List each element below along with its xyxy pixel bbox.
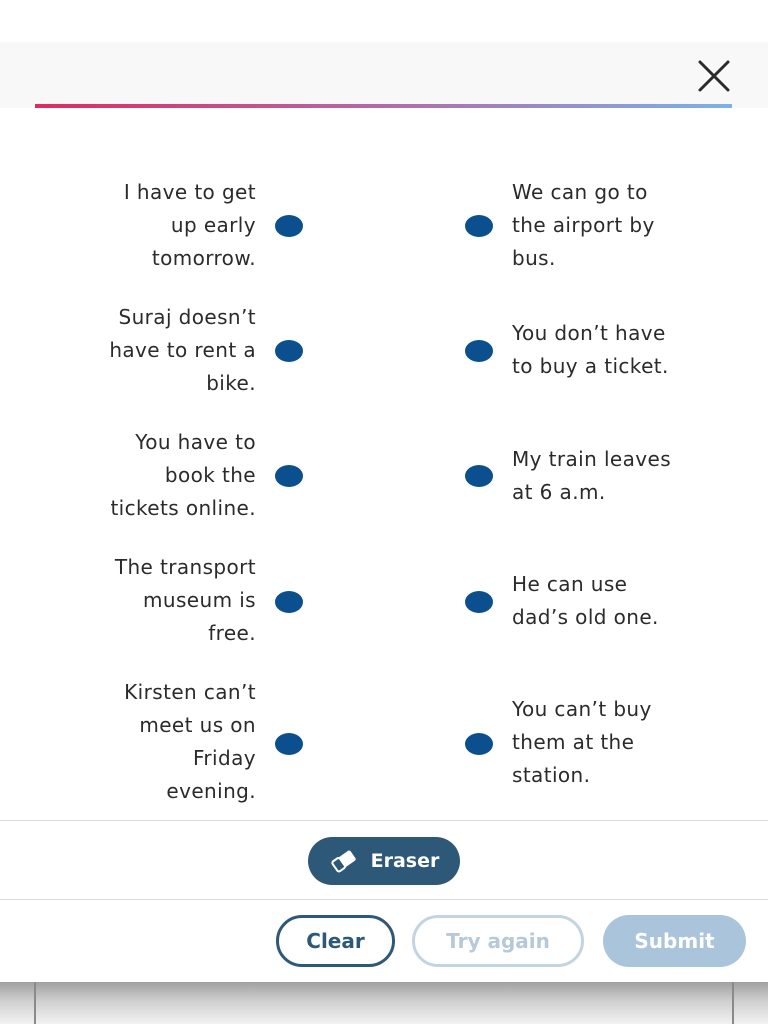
clear-button[interactable]: Clear xyxy=(276,915,395,967)
right-match-dot-5[interactable] xyxy=(465,733,493,755)
close-button[interactable] xyxy=(692,54,736,98)
right-match-dot-2[interactable] xyxy=(465,340,493,362)
frame-edge-right xyxy=(732,982,734,1024)
eraser-label: Eraser xyxy=(370,850,440,872)
right-match-dot-3[interactable] xyxy=(465,465,493,487)
right-match-dot-1[interactable] xyxy=(465,215,493,237)
try-again-button[interactable]: Try again xyxy=(412,915,584,967)
tools-divider-bottom xyxy=(0,899,768,900)
right-item-3: My train leaves at 6 a.m. xyxy=(512,447,672,504)
bottom-frame-shadow xyxy=(0,982,768,1024)
left-item-5: Kirsten can’t meet us on Friday evening. xyxy=(124,680,256,803)
right-item-4: He can use dad’s old one. xyxy=(512,572,659,629)
right-item-2: You don’t have to buy a ticket. xyxy=(512,321,669,378)
top-bar xyxy=(0,42,768,108)
left-item-3: You have to book the tickets online. xyxy=(110,430,256,520)
left-match-dot-5[interactable] xyxy=(275,733,303,755)
left-match-dot-4[interactable] xyxy=(275,591,303,613)
eraser-button[interactable] xyxy=(308,837,460,885)
right-item-5: You can’t buy them at the station. xyxy=(512,697,652,787)
close-icon xyxy=(692,54,736,98)
left-item-1: I have to get up early tomorrow. xyxy=(123,180,256,270)
right-match-dot-4[interactable] xyxy=(465,591,493,613)
left-item-2: Suraj doesn’t have to rent a bike. xyxy=(109,305,256,395)
submit-button[interactable]: Submit xyxy=(603,915,746,967)
right-item-1: We can go to the airport by bus. xyxy=(512,180,655,270)
left-match-dot-3[interactable] xyxy=(275,465,303,487)
frame-edge-left xyxy=(34,982,36,1024)
tools-divider-top xyxy=(0,820,768,821)
left-item-4: The transport museum is free. xyxy=(114,555,256,645)
left-match-dot-2[interactable] xyxy=(275,340,303,362)
eraser-icon xyxy=(329,849,359,873)
progress-line xyxy=(35,104,732,108)
left-match-dot-1[interactable] xyxy=(275,215,303,237)
